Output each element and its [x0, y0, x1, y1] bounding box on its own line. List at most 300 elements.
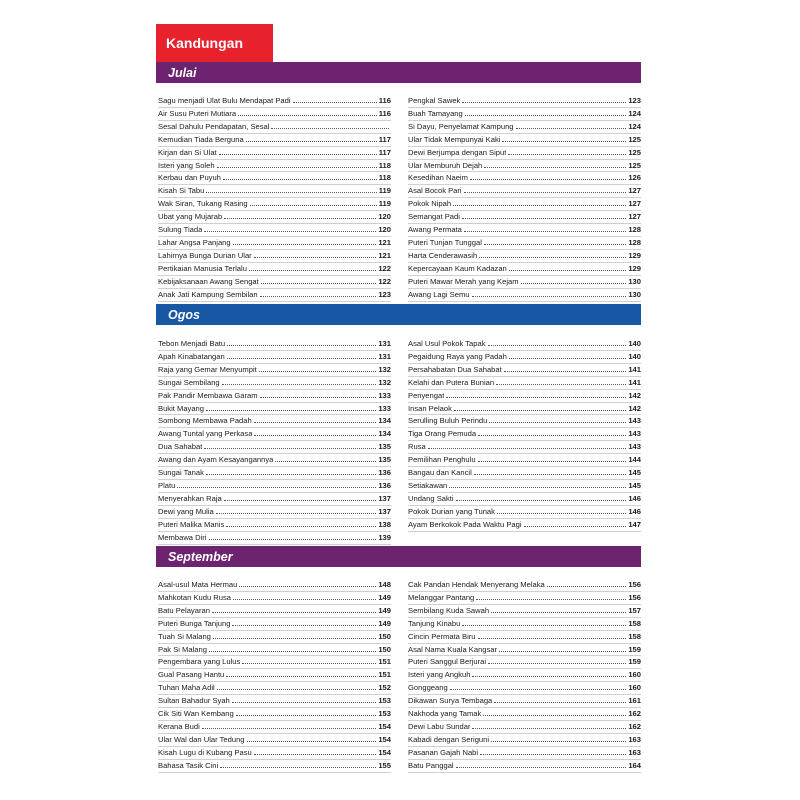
entry-title: Pengembara yang Lulus — [158, 657, 241, 667]
entry-title: Kisah Lugu di Kubang Pasu — [158, 747, 252, 757]
contents-entry — [158, 211, 391, 224]
contents-entry — [158, 682, 391, 695]
entry-title: Awang dan Ayam Kesayangannya — [158, 455, 274, 465]
dot-leader — [271, 128, 389, 129]
entry-title: Tuhan Maha Adil — [158, 683, 215, 693]
entry-page-number: 142 — [628, 390, 641, 400]
contents-entry — [408, 506, 641, 519]
contents-entry — [408, 493, 641, 506]
entry-title: Wak Siran, Tukang Rasing — [158, 199, 248, 209]
contents-entry — [408, 656, 641, 669]
entry-title: Bahasa Tasik Cini — [158, 760, 219, 770]
contents-entry — [158, 579, 391, 592]
month-contents — [158, 579, 641, 773]
dot-leader — [462, 218, 626, 219]
dot-leader — [238, 115, 377, 116]
contents-entry — [158, 198, 391, 211]
entry-title: Tiga Orang Pemuda — [408, 429, 477, 439]
dot-leader — [516, 128, 627, 129]
entry-title: Gual Pasang Hantu — [158, 670, 225, 680]
contents-entry — [408, 454, 641, 467]
dot-leader — [216, 513, 377, 514]
contents-entry — [408, 734, 641, 747]
entry-page-number: 134 — [378, 429, 391, 439]
entry-title: Awang Permata — [408, 225, 462, 235]
dot-leader — [247, 741, 377, 742]
entry-title: Semangat Padi — [408, 212, 460, 222]
dot-leader — [456, 767, 627, 768]
entry-page-number: 149 — [378, 605, 391, 615]
entry-title: Ubat yang Mujarab — [158, 212, 223, 222]
contents-title-tab — [156, 24, 273, 62]
contents-column-left — [158, 579, 391, 773]
entry-title: Platu — [158, 480, 176, 490]
entry-page-number: 147 — [628, 519, 641, 529]
entry-page-number: 125 — [628, 147, 641, 157]
contents-entry — [408, 211, 641, 224]
dot-leader — [227, 358, 377, 359]
contents-entry — [408, 592, 641, 605]
contents-entry — [158, 519, 391, 532]
entry-title: Lahar Angsa Panjang — [158, 237, 231, 247]
entry-page-number: 149 — [378, 592, 391, 602]
contents-entry — [408, 224, 641, 237]
dot-leader — [212, 612, 376, 613]
entry-title: Kabadi dengan Seriguni — [408, 734, 490, 744]
entry-title: Pokok Durian yang Tunak — [408, 506, 495, 516]
month-contents — [158, 95, 641, 302]
entry-page-number: 152 — [378, 683, 391, 693]
entry-page-number: 117 — [378, 134, 391, 144]
entry-title: Kerana Budi — [158, 721, 200, 731]
contents-entry — [408, 134, 641, 147]
contents-entry — [408, 579, 641, 592]
dot-leader — [224, 218, 376, 219]
entry-page-number: 154 — [378, 734, 391, 744]
entry-title: Kirjan dan Si Ulat — [158, 147, 217, 157]
dot-leader — [483, 715, 626, 716]
month-header — [156, 62, 641, 83]
dot-leader — [209, 651, 376, 652]
entry-page-number: 121 — [378, 237, 391, 247]
entry-page-number: 160 — [628, 683, 641, 693]
entry-page-number: 136 — [378, 480, 391, 490]
contents-entry — [158, 532, 391, 545]
entry-page-number: 133 — [378, 390, 391, 400]
entry-title: Dua Sahabat — [158, 442, 203, 452]
entry-title: Buah Tamayang — [408, 108, 463, 118]
entry-title: Sesal Dahulu Pendapatan, Sesal — [158, 121, 270, 131]
contents-entry — [408, 121, 641, 134]
contents-entry — [408, 441, 641, 454]
contents-entry — [408, 289, 641, 302]
dot-leader — [250, 205, 377, 206]
contents-entry — [158, 121, 391, 134]
entry-title: Tanjung Kinabu — [408, 618, 461, 628]
dot-leader — [249, 270, 376, 271]
entry-title: Membawa Diri — [158, 532, 207, 542]
contents-entry — [408, 467, 641, 480]
entry-page-number: 122 — [378, 276, 391, 286]
entry-page-number: 156 — [628, 592, 641, 602]
entry-title: Pak Pandir Membawa Garam — [158, 390, 258, 400]
dot-leader — [223, 179, 377, 180]
dot-leader — [275, 461, 376, 462]
contents-entry — [158, 734, 391, 747]
contents-entry — [158, 263, 391, 276]
dot-leader — [453, 205, 626, 206]
entry-title: Isteri yang Soleh — [158, 160, 215, 170]
entry-page-number: 157 — [628, 605, 641, 615]
entry-title: Apah Kinabatangan — [158, 351, 225, 361]
dot-leader — [246, 141, 377, 142]
entry-title: Serulling Buluh Perindu — [408, 416, 488, 426]
dot-leader — [476, 599, 626, 600]
entry-title: Dewi Labu Sundar — [408, 721, 471, 731]
dot-leader — [232, 625, 376, 626]
entry-page-number: 156 — [628, 580, 641, 589]
entry-title: Sembilang Kuda Sawah — [408, 605, 490, 615]
contents-entry — [408, 682, 641, 695]
entry-page-number: 140 — [628, 339, 641, 348]
contents-entry — [158, 172, 391, 185]
dot-leader — [217, 167, 377, 168]
dot-leader — [484, 244, 626, 245]
contents-entry — [158, 276, 391, 289]
entry-page-number: 163 — [628, 747, 641, 757]
dot-leader — [478, 435, 626, 436]
contents-entry — [408, 108, 641, 121]
contents-entry — [408, 760, 641, 773]
dot-leader — [209, 539, 377, 540]
entry-title: Pemilihan Penghulu — [408, 455, 476, 465]
dot-leader — [224, 500, 377, 501]
entry-title: Sultan Bahadur Syah — [158, 696, 230, 706]
dot-leader — [499, 651, 626, 652]
entry-page-number: 144 — [628, 455, 641, 465]
contents-entry — [158, 480, 391, 493]
entry-page-number: 150 — [378, 644, 391, 654]
entry-page-number: 127 — [628, 212, 641, 222]
contents-entry — [158, 237, 391, 250]
dot-leader — [232, 702, 377, 703]
dot-leader — [464, 192, 627, 193]
contents-entry — [158, 224, 391, 237]
entry-title: Kemudian Tiada Berguna — [158, 134, 244, 144]
entry-page-number: 141 — [628, 364, 641, 374]
entry-page-number: 118 — [378, 160, 391, 170]
entry-title: Sagu menjadi Ulat Bulu Mendapat Padi — [158, 96, 291, 105]
dot-leader — [484, 167, 626, 168]
contents-entry — [158, 338, 391, 351]
contents-entry — [158, 493, 391, 506]
contents-entry — [408, 428, 641, 441]
contents-entry — [408, 415, 641, 428]
dot-leader — [489, 422, 626, 423]
entry-page-number: 129 — [628, 250, 641, 260]
dot-leader — [497, 513, 626, 514]
contents-entry — [408, 364, 641, 377]
entry-page-number: 116 — [378, 96, 391, 105]
entry-title: Asal Usul Pokok Tapak — [408, 339, 486, 348]
entry-page-number: 162 — [628, 721, 641, 731]
entry-page-number: 162 — [628, 709, 641, 719]
entry-page-number: 149 — [378, 618, 391, 628]
contents-entry — [408, 708, 641, 721]
entry-page-number: 143 — [628, 416, 641, 426]
dot-leader — [488, 663, 626, 664]
entry-title: Ayam Berkokok Pada Waktu Pagi — [408, 519, 522, 529]
dot-leader — [494, 702, 626, 703]
entry-title: Tebon Menjadi Batu — [158, 339, 226, 348]
contents-entry — [158, 592, 391, 605]
entry-title: Isteri yang Angkuh — [408, 670, 471, 680]
contents-entry — [158, 364, 391, 377]
entry-title: Ular Memburuh Dejah — [408, 160, 483, 170]
entry-title: Bukit Mayang — [158, 403, 205, 413]
dot-leader — [504, 371, 627, 372]
contents-entry — [408, 172, 641, 185]
entry-title: Nakhoda yang Tamak — [408, 709, 482, 719]
entry-page-number: 117 — [378, 147, 391, 157]
entry-title: Penyengat — [408, 390, 445, 400]
entry-title: Batu Panggal — [408, 760, 454, 770]
entry-title: Kerbau dan Puyuh — [158, 173, 221, 183]
entry-page-number: 129 — [628, 263, 641, 273]
dot-leader — [502, 141, 626, 142]
entry-page-number: 130 — [628, 289, 641, 299]
contents-entry — [158, 605, 391, 618]
contents-entry — [158, 428, 391, 441]
dot-leader — [472, 728, 626, 729]
entry-page-number: 132 — [378, 364, 391, 374]
entry-page-number: 126 — [628, 173, 641, 183]
contents-entry — [158, 390, 391, 403]
entry-page-number: 164 — [628, 760, 641, 770]
entry-title: Ular Tidak Mempunyai Kaki — [408, 134, 501, 144]
dot-leader — [462, 102, 626, 103]
entry-title: Awang Tuntal yang Perkasa — [158, 429, 253, 439]
contents-entry — [408, 403, 641, 416]
entry-title: Puteri Sanggul Berjurai — [408, 657, 487, 667]
entry-page-number: 127 — [628, 199, 641, 209]
entry-page-number: 155 — [378, 760, 391, 770]
contents-entry — [158, 441, 391, 454]
month-header — [156, 546, 641, 567]
dot-leader — [226, 676, 376, 677]
entry-page-number: 145 — [628, 468, 641, 478]
entry-page-number: 127 — [628, 186, 641, 196]
entry-page-number: 150 — [378, 631, 391, 641]
contents-entry — [158, 467, 391, 480]
dot-leader — [491, 612, 626, 613]
month-label: Julai — [168, 65, 197, 80]
entry-title: Asal Bocok Pari — [408, 186, 462, 196]
month-contents — [158, 338, 641, 545]
contents-title: Kandungan — [166, 35, 243, 51]
contents-entry — [158, 454, 391, 467]
dot-leader — [227, 345, 376, 346]
entry-page-number: 139 — [378, 532, 391, 542]
contents-entry — [408, 147, 641, 160]
dot-leader — [454, 410, 626, 411]
entry-page-number: 159 — [628, 644, 641, 654]
entry-title: Raja yang Gemar Menyumpit — [158, 364, 257, 374]
contents-entry — [158, 656, 391, 669]
month-label: September — [168, 549, 233, 564]
contents-entry — [408, 618, 641, 631]
entry-title: Menyerahkan Raja — [158, 493, 222, 503]
entry-page-number: 154 — [378, 721, 391, 731]
contents-entry — [408, 631, 641, 644]
dot-leader — [233, 599, 376, 600]
entry-title: Kelahi dan Putera Bunian — [408, 377, 495, 387]
entry-title: Bangau dan Kancil — [408, 468, 472, 478]
entry-page-number: 158 — [628, 618, 641, 628]
entry-page-number: 141 — [628, 377, 641, 387]
entry-title: Puteri Bunga Tanjung — [158, 618, 231, 628]
entry-title: Setiakawan — [408, 480, 448, 490]
entry-title: Awang Lagi Semu — [408, 289, 470, 299]
dot-leader — [260, 397, 377, 398]
dot-leader — [177, 487, 376, 488]
dot-leader — [491, 741, 626, 742]
entry-title: Puteri Malika Manis — [158, 519, 225, 529]
entry-title: Pegaidung Raya yang Padah — [408, 351, 507, 361]
entry-page-number: 146 — [628, 493, 641, 503]
entry-page-number: 161 — [628, 696, 641, 706]
entry-page-number: 120 — [378, 225, 391, 235]
dot-leader — [428, 448, 627, 449]
entry-page-number: 146 — [628, 506, 641, 516]
entry-page-number: 138 — [378, 519, 391, 529]
entry-title: Pertikaian Manusia Terlalu — [158, 263, 247, 273]
dot-leader — [213, 638, 376, 639]
entry-page-number: 160 — [628, 670, 641, 680]
contents-entry — [158, 695, 391, 708]
entry-title: Si Dayu, Penyelamat Kampung — [408, 121, 514, 131]
entry-page-number: 125 — [628, 134, 641, 144]
entry-page-number: 124 — [628, 108, 641, 118]
contents-entry — [408, 480, 641, 493]
contents-entry — [408, 390, 641, 403]
contents-entry — [158, 108, 391, 121]
entry-title: Sombong Membawa Padah — [158, 416, 252, 426]
dot-leader — [222, 384, 377, 385]
dot-leader — [524, 526, 627, 527]
dot-leader — [456, 500, 627, 501]
entry-title: Sungai Sembilang — [158, 377, 220, 387]
entry-title: Air Susu Puteri Mutiara — [158, 108, 237, 118]
dot-leader — [480, 754, 626, 755]
dot-leader — [219, 154, 377, 155]
entry-title: Kebijaksanaan Awang Sengat — [158, 276, 259, 286]
entry-title: Mahkotan Kudu Rusa — [158, 592, 232, 602]
entry-page-number: 137 — [378, 506, 391, 516]
entry-page-number: 163 — [628, 734, 641, 744]
dot-leader — [521, 283, 627, 284]
dot-leader — [547, 586, 627, 587]
dot-leader — [220, 767, 376, 768]
dot-leader — [478, 638, 627, 639]
entry-page-number: 128 — [628, 237, 641, 247]
contents-entry — [158, 708, 391, 721]
entry-title: Tuah Si Malang — [158, 631, 211, 641]
dot-leader — [508, 154, 626, 155]
entry-title: Asal-usul Mata Hermau — [158, 580, 238, 589]
dot-leader — [474, 474, 627, 475]
contents-entry — [408, 519, 641, 532]
month-label: Ogos — [168, 307, 200, 322]
entry-page-number: 119 — [378, 199, 391, 209]
entry-title: Pasanan Gajah Nabi — [408, 747, 479, 757]
entry-page-number: 125 — [628, 160, 641, 170]
month-header — [156, 304, 641, 325]
contents-column-left — [158, 95, 391, 302]
contents-entry — [408, 263, 641, 276]
dot-leader — [202, 728, 377, 729]
contents-entry — [408, 338, 641, 351]
dot-leader — [206, 474, 376, 475]
contents-entry — [408, 95, 641, 108]
entry-page-number: 154 — [378, 747, 391, 757]
entry-title: Lahirnya Bunga Durian Ular — [158, 250, 252, 260]
contents-column-right — [408, 579, 641, 773]
dot-leader — [254, 257, 377, 258]
dot-leader — [465, 115, 627, 116]
contents-column-right — [408, 338, 641, 545]
entry-page-number: 118 — [378, 173, 391, 183]
contents-entry — [158, 631, 391, 644]
contents-entry — [408, 721, 641, 734]
contents-column-left — [158, 338, 391, 545]
entry-page-number: 137 — [378, 493, 391, 503]
contents-entry — [158, 147, 391, 160]
dot-leader — [472, 676, 626, 677]
entry-page-number: 148 — [378, 580, 391, 589]
entry-title: Pokok Nipah — [408, 199, 452, 209]
dot-leader — [450, 689, 627, 690]
dot-leader — [261, 283, 377, 284]
entry-title: Dikawan Surya Tembaga — [408, 696, 493, 706]
dot-leader — [236, 715, 377, 716]
dot-leader — [206, 192, 376, 193]
dot-leader — [496, 384, 626, 385]
entry-page-number: 116 — [378, 108, 391, 118]
contents-entry — [408, 185, 641, 198]
contents-entry — [408, 250, 641, 263]
entry-page-number: 121 — [378, 250, 391, 260]
dot-leader — [449, 487, 626, 488]
entry-title: Anak Jati Kampung Sembilan — [158, 289, 258, 299]
dot-leader — [260, 296, 377, 297]
entry-page-number: 128 — [628, 225, 641, 235]
contents-entry — [158, 160, 391, 173]
dot-leader — [509, 270, 627, 271]
contents-entry — [158, 506, 391, 519]
dot-leader — [446, 397, 626, 398]
contents-entry — [408, 377, 641, 390]
entry-page-number: 153 — [378, 709, 391, 719]
dot-leader — [479, 257, 626, 258]
contents-entry — [408, 605, 641, 618]
contents-entry — [408, 276, 641, 289]
contents-entry — [408, 198, 641, 211]
entry-page-number: 132 — [378, 377, 391, 387]
contents-entry — [158, 250, 391, 263]
entry-title: Kisah Si Tabu — [158, 186, 205, 196]
dot-leader — [464, 231, 626, 232]
